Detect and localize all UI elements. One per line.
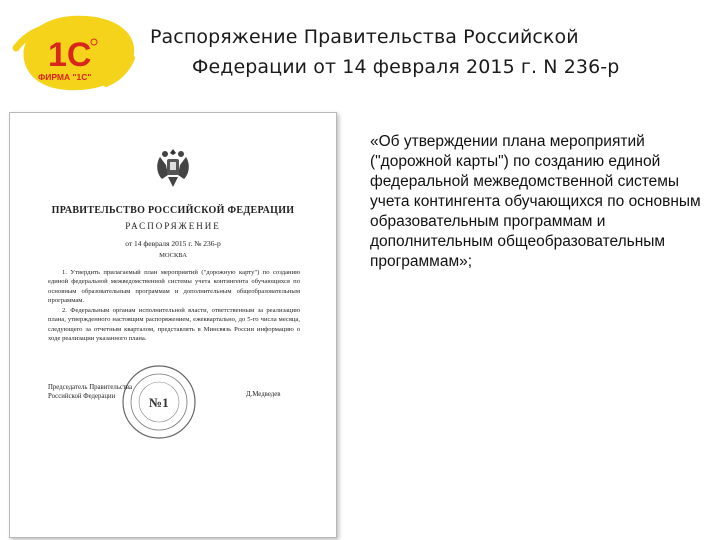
1c-firm-logo xyxy=(10,8,140,98)
signer-line-2: Российской Федерации xyxy=(48,393,116,400)
logo-subtitle: ФИРМА "1С" xyxy=(38,72,92,82)
document-order-label: РАСПОРЯЖЕНИЕ xyxy=(125,221,221,231)
document-paragraph-1: 1. Утвердить прилагаемый план мероприятий ("дорожную карту") по созданию единой федеральной межведомственной системы учета контингента обучающихся по основным образовательным программам и дополнительным общеобразовательным программам. xyxy=(48,269,300,304)
slide-title-line1: Распоряжение Правительства Российской xyxy=(150,26,579,48)
document-description: «Об утверждении плана мероприятий ("дорожной карты") по созданию единой федеральной межведомственной системы учета контингента обучающихся по основным образовательным программам и дополнительным общеобразовательным программам»; xyxy=(370,133,701,270)
document-signature: Д.Медведев xyxy=(246,391,281,398)
document-scan-image xyxy=(9,112,337,538)
document-signer xyxy=(48,383,132,401)
logo-brand: 1С xyxy=(48,36,92,74)
coat-of-arms-emblem xyxy=(152,143,194,193)
document-date: от 14 февраля 2015 г. № 236-р xyxy=(125,239,221,248)
seal-number: №1 xyxy=(149,395,169,410)
slide-title xyxy=(150,22,710,82)
official-seal-stamp xyxy=(120,363,198,441)
document-paragraph-2: 2. Федеральным органам исполнительной власти, ответственным за реализацию плана, утвержденного настоящим распоряжением, ежеквартально, до 5-го числа месяца, следующего за отчетным кварталом, представлять в Минсвязь России информацию о ходе реализации указанного плана. xyxy=(48,307,300,343)
slide-title-line2: Федерации от 14 февраля 2015 г. N 236-р xyxy=(192,56,620,78)
signer-line-1: Председатель Правительства xyxy=(48,384,132,391)
document-body xyxy=(48,268,300,344)
document-city: МОСКВА xyxy=(159,252,187,259)
document-government-heading: ПРАВИТЕЛЬСТВО РОССИЙСКОЙ ФЕДЕРАЦИИ xyxy=(51,205,295,216)
